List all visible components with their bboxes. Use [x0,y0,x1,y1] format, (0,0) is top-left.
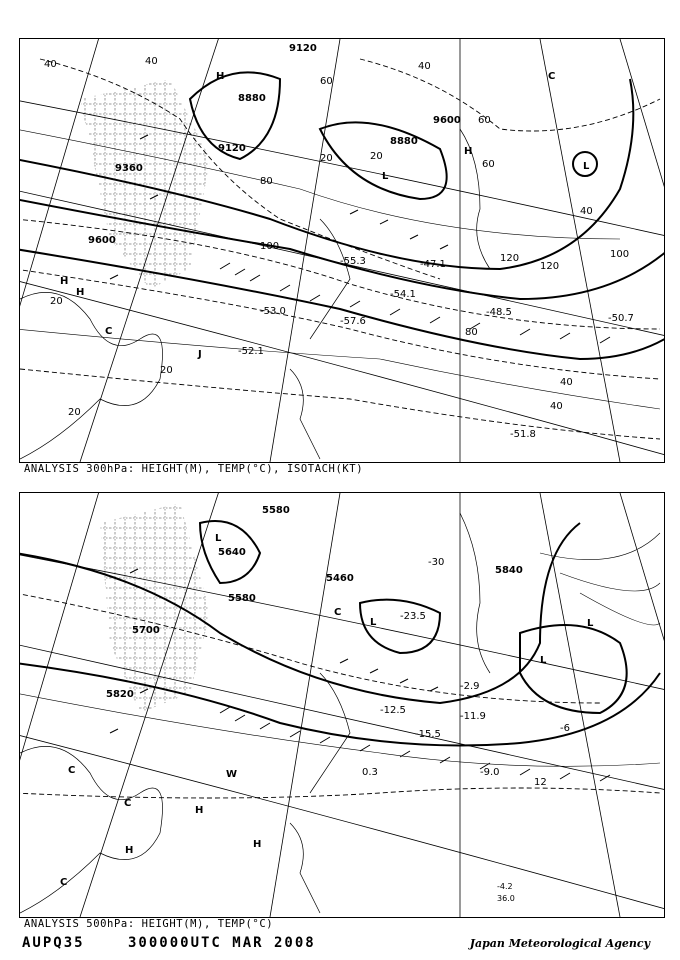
height-label: 8880 [390,136,418,147]
height-label: 9120 [218,143,246,154]
temperature-sample: -11.9 [460,711,486,722]
temperature-sample-group [238,256,634,440]
temperature-sample: -23.5 [400,611,426,622]
agency-name: Japan Meteorological Agency [469,937,650,950]
temp-label: -4.2 [497,882,513,891]
isotach-label: 40 [418,61,431,72]
pressure-center-label: L [540,655,547,666]
coastlines [20,513,490,913]
caption-500hpa: ANALYSIS 500hPa: HEIGHT(M), TEMP(°C) [24,918,274,930]
temperature-sample: -55.3 [340,256,366,267]
pressure-center-label: H [125,845,134,856]
isotach-label: 20 [160,365,173,376]
temperature-sample: -50.7 [608,313,634,324]
pressure-center-label: H [60,276,69,287]
temperature-sample: -52.1 [238,346,264,357]
product-code: AUPQ35 [22,935,85,951]
height-label: 9600 [433,115,461,126]
pressure-center-label: W [226,769,238,780]
pressure-center-label: C [548,71,556,82]
pressure-center-label: H [76,287,85,298]
isotach-label: 20 [320,153,333,164]
isotach-label: 20 [68,407,81,418]
map-500hpa-svg [20,493,664,917]
height-label: 5580 [262,505,290,516]
temperature-sample: -54.1 [390,289,416,300]
temp-label: 12 [534,777,547,788]
pressure-center-label: C [60,877,68,888]
pressure-center-label: L [587,618,594,629]
isotach-label: 20 [50,296,63,307]
temperature-sample: -15.5 [415,729,441,740]
height-label: 8880 [238,93,266,104]
valid-time: 300000UTC MAR 2008 [128,935,316,951]
pressure-center-label: L [382,171,389,182]
map-300hpa-svg [20,39,664,462]
isotach-label: 120 [500,253,520,264]
isotach-label: 60 [478,115,491,126]
temperature-sample: -51.8 [510,429,536,440]
isotach-label: 120 [540,261,560,272]
isotach-label: 40 [580,206,593,217]
height-label: 9360 [115,163,143,174]
map-panel-500hpa [19,492,665,918]
pressure-center-label: L [583,161,590,172]
temperature-sample: -47.1 [420,259,446,270]
height-label: 5640 [218,547,246,558]
isotach-label: 20 [370,151,383,162]
pressure-center-label: L [215,533,222,544]
temp-label-group [428,557,570,903]
isotach-label: 80 [465,327,478,338]
isotach-label: 40 [550,401,563,412]
isotach-label: 100 [610,249,630,260]
isotach-label: 60 [482,159,495,170]
height-label: 5700 [132,625,160,636]
temp-label: 36.0 [497,894,515,903]
height-label: 5820 [106,689,134,700]
temp-label: -6 [560,723,570,734]
pressure-center-label: C [334,607,342,618]
map-panel-300hpa [19,38,665,463]
height-label: 5840 [495,565,523,576]
hatched-cold-area [100,503,210,713]
height-label: 5580 [228,593,256,604]
isotach-label: 40 [560,377,573,388]
isotach-label: 40 [44,59,57,70]
temperature-sample: -57.6 [340,316,366,327]
pressure-center-label: C [105,326,113,337]
height-label: 9120 [289,43,317,54]
pressure-center-label: H [253,839,262,850]
pressure-center-label: H [195,805,204,816]
isotach-label: 40 [145,56,158,67]
caption-300hpa: ANALYSIS 300hPa: HEIGHT(M), TEMP(°C), ISOTACH(KT) [24,463,364,475]
pressure-center-label: H [464,146,473,157]
temperature-sample: -12.5 [380,705,406,716]
temperature-sample: -9.0 [480,767,500,778]
pressure-center-label: H [216,71,225,82]
pressure-center-label: C [68,765,76,776]
hatched-cold-area [80,79,210,289]
isotach-label: 80 [260,176,273,187]
height-label: 5460 [326,573,354,584]
temperature-sample: -48.5 [486,307,512,318]
isotach-label: 100 [260,241,280,252]
temp-label: -30 [428,557,445,568]
temperature-sample: -2.9 [460,681,480,692]
pressure-center-label: L [370,617,377,628]
isotach-label: 60 [320,76,333,87]
pressure-center-label: J [198,349,202,360]
temperature-sample: -53.0 [260,306,286,317]
height-label: 9600 [88,235,116,246]
pressure-center-label: C [124,798,132,809]
temperature-sample: 0.3 [362,767,378,778]
